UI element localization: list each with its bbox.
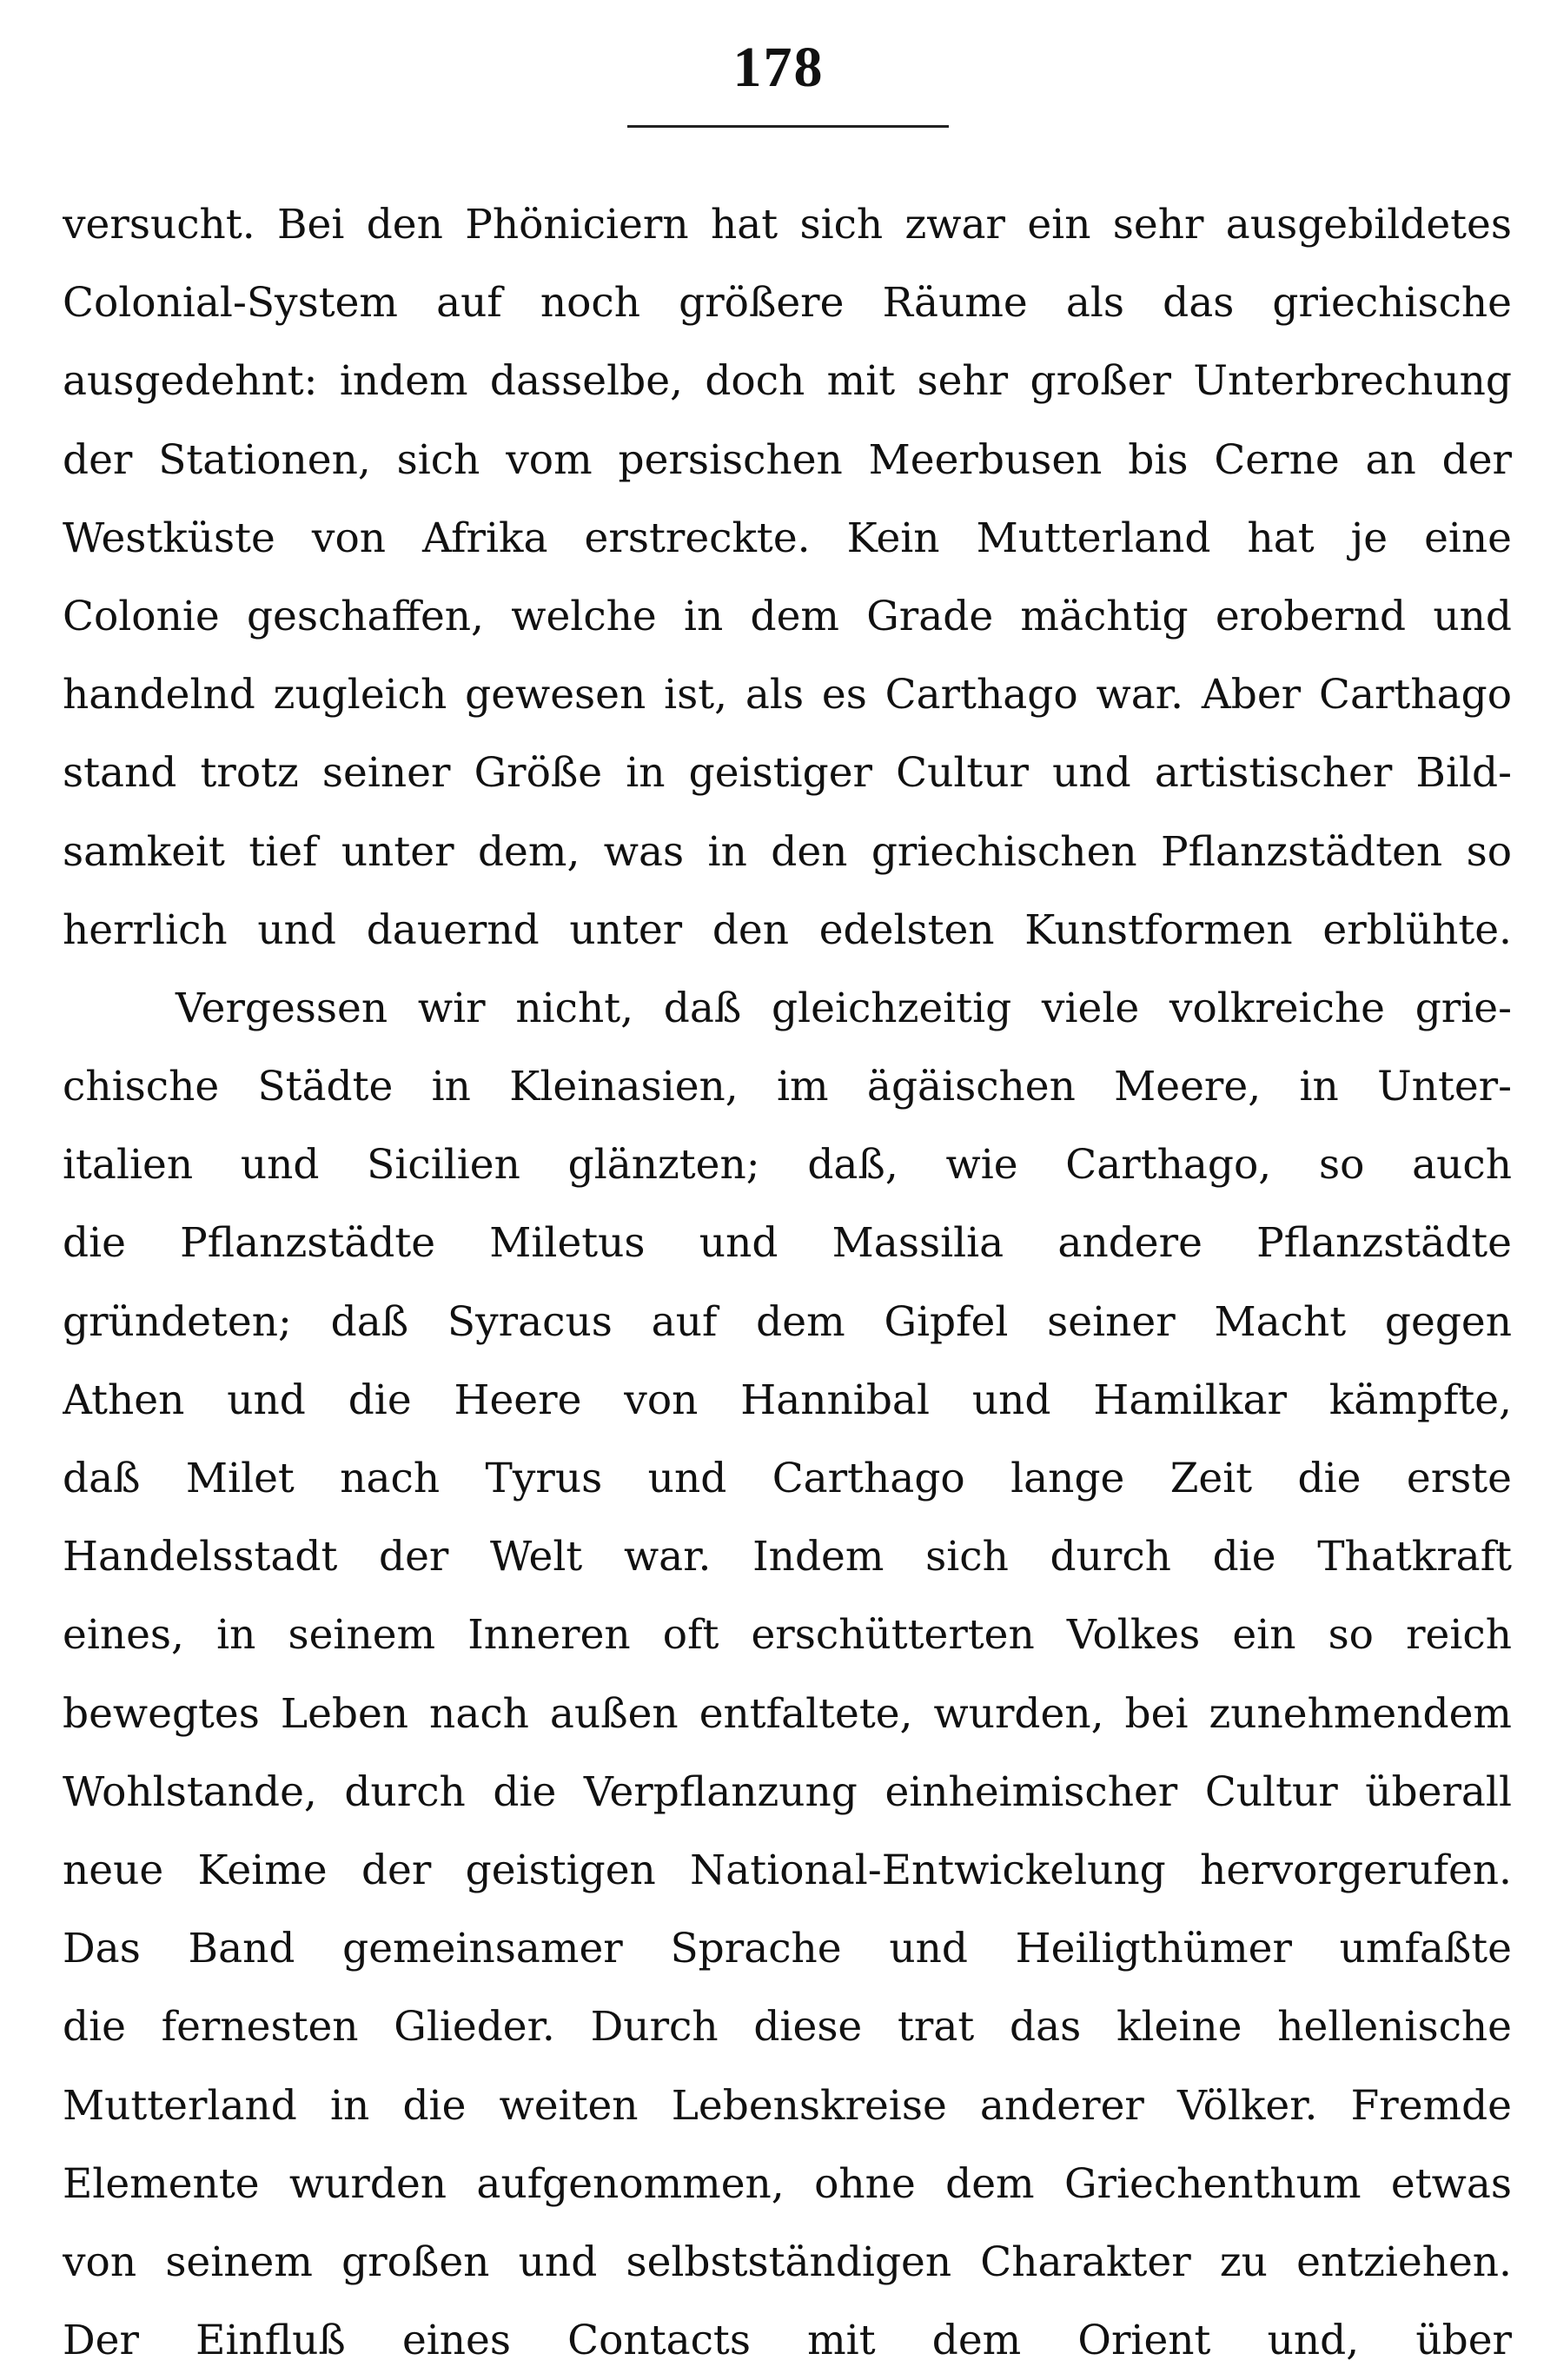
page-number: 178 [732,36,825,99]
text-line: von seinem großen und selbstständigen Charakter zu entziehen. [63,2237,1512,2286]
text-line: der Stationen, sich vom persischen Meerbusen bis Cerne an der [63,435,1512,484]
text-line: Colonie geschaffen, welche in dem Grade mächtig erobernd und [63,592,1512,640]
text-line: daß Milet nach Tyrus und Carthago lange Zeit die erste [63,1455,1512,1502]
body-text [63,186,1512,2380]
paragraph-start-line: Vergessen wir nicht, daß gleichzeitig viele volkreiche grie- [176,984,1512,1032]
header-rule [627,125,949,128]
text-line: samkeit tief unter dem, was in den griechischen Pflanzstädten so [63,827,1512,876]
text-line: versucht. Bei den Phöniciern hat sich zwar ein sehr ausgebildetes [63,201,1512,249]
text-line: Wohlstande, durch die Verpflanzung einheimischer Cultur überall [63,1767,1512,1816]
text-line: neue Keime der geistigen National-Entwickelung hervorgerufen. [63,1846,1512,1894]
text-line: ausgedehnt: indem dasselbe, doch mit sehr großer Unterbrechung [63,357,1512,406]
text-line: stand trotz seiner Größe in geistiger Cultur und artistischer Bild- [63,749,1512,798]
text-line: Der Einfluß eines Contacts mit dem Orient und, über [63,2317,1512,2365]
text-line: Elemente wurden aufgenommen, ohne dem Griechenthum etwas [63,2159,1512,2208]
text-line: Handelsstadt der Welt war. Indem sich durch die Thatkraft [63,1533,1512,1581]
text-line: gründeten; daß Syracus auf dem Gipfel seiner Macht gegen [63,1297,1512,1346]
text-line: die Pflanzstädte Miletus und Massilia andere Pflanzstädte [63,1219,1512,1268]
text-line: Das Band gemeinsamer Sprache und Heiligthümer umfaßte [63,1925,1512,1973]
text-line: Mutterland in die weiten Lebenskreise anderer Völker. Fremde [63,2081,1512,2130]
text-line: bewegtes Leben nach außen entfaltete, wurden, bei zunehmendem [63,1689,1512,1738]
text-line: italien und Sicilien glänzten; daß, wie Carthago, so auch [63,1141,1512,1190]
text-line: handelnd zugleich gewesen ist, als es Carthago war. Aber Carthago [63,671,1512,719]
text-line: chische Städte in Kleinasien, im ägäischen Meere, in Unter- [63,1063,1512,1111]
text-line: herrlich und dauernd unter den edelsten Kunstformen erblühte. [63,905,1512,954]
text-line: Westküste von Afrika erstreckte. Kein Mutterland hat je eine [63,514,1512,562]
text-line: eines, in seinem Inneren oft erschütterten Volkes ein so reich [63,1611,1512,1660]
text-line: die fernesten Glieder. Durch diese trat das kleine hellenische [63,2003,1512,2052]
text-line: Athen und die Heere von Hannibal und Hamilkar kämpfte, [63,1376,1512,1424]
text-line: Colonial-System auf noch größere Räume als das griechische [63,279,1512,328]
